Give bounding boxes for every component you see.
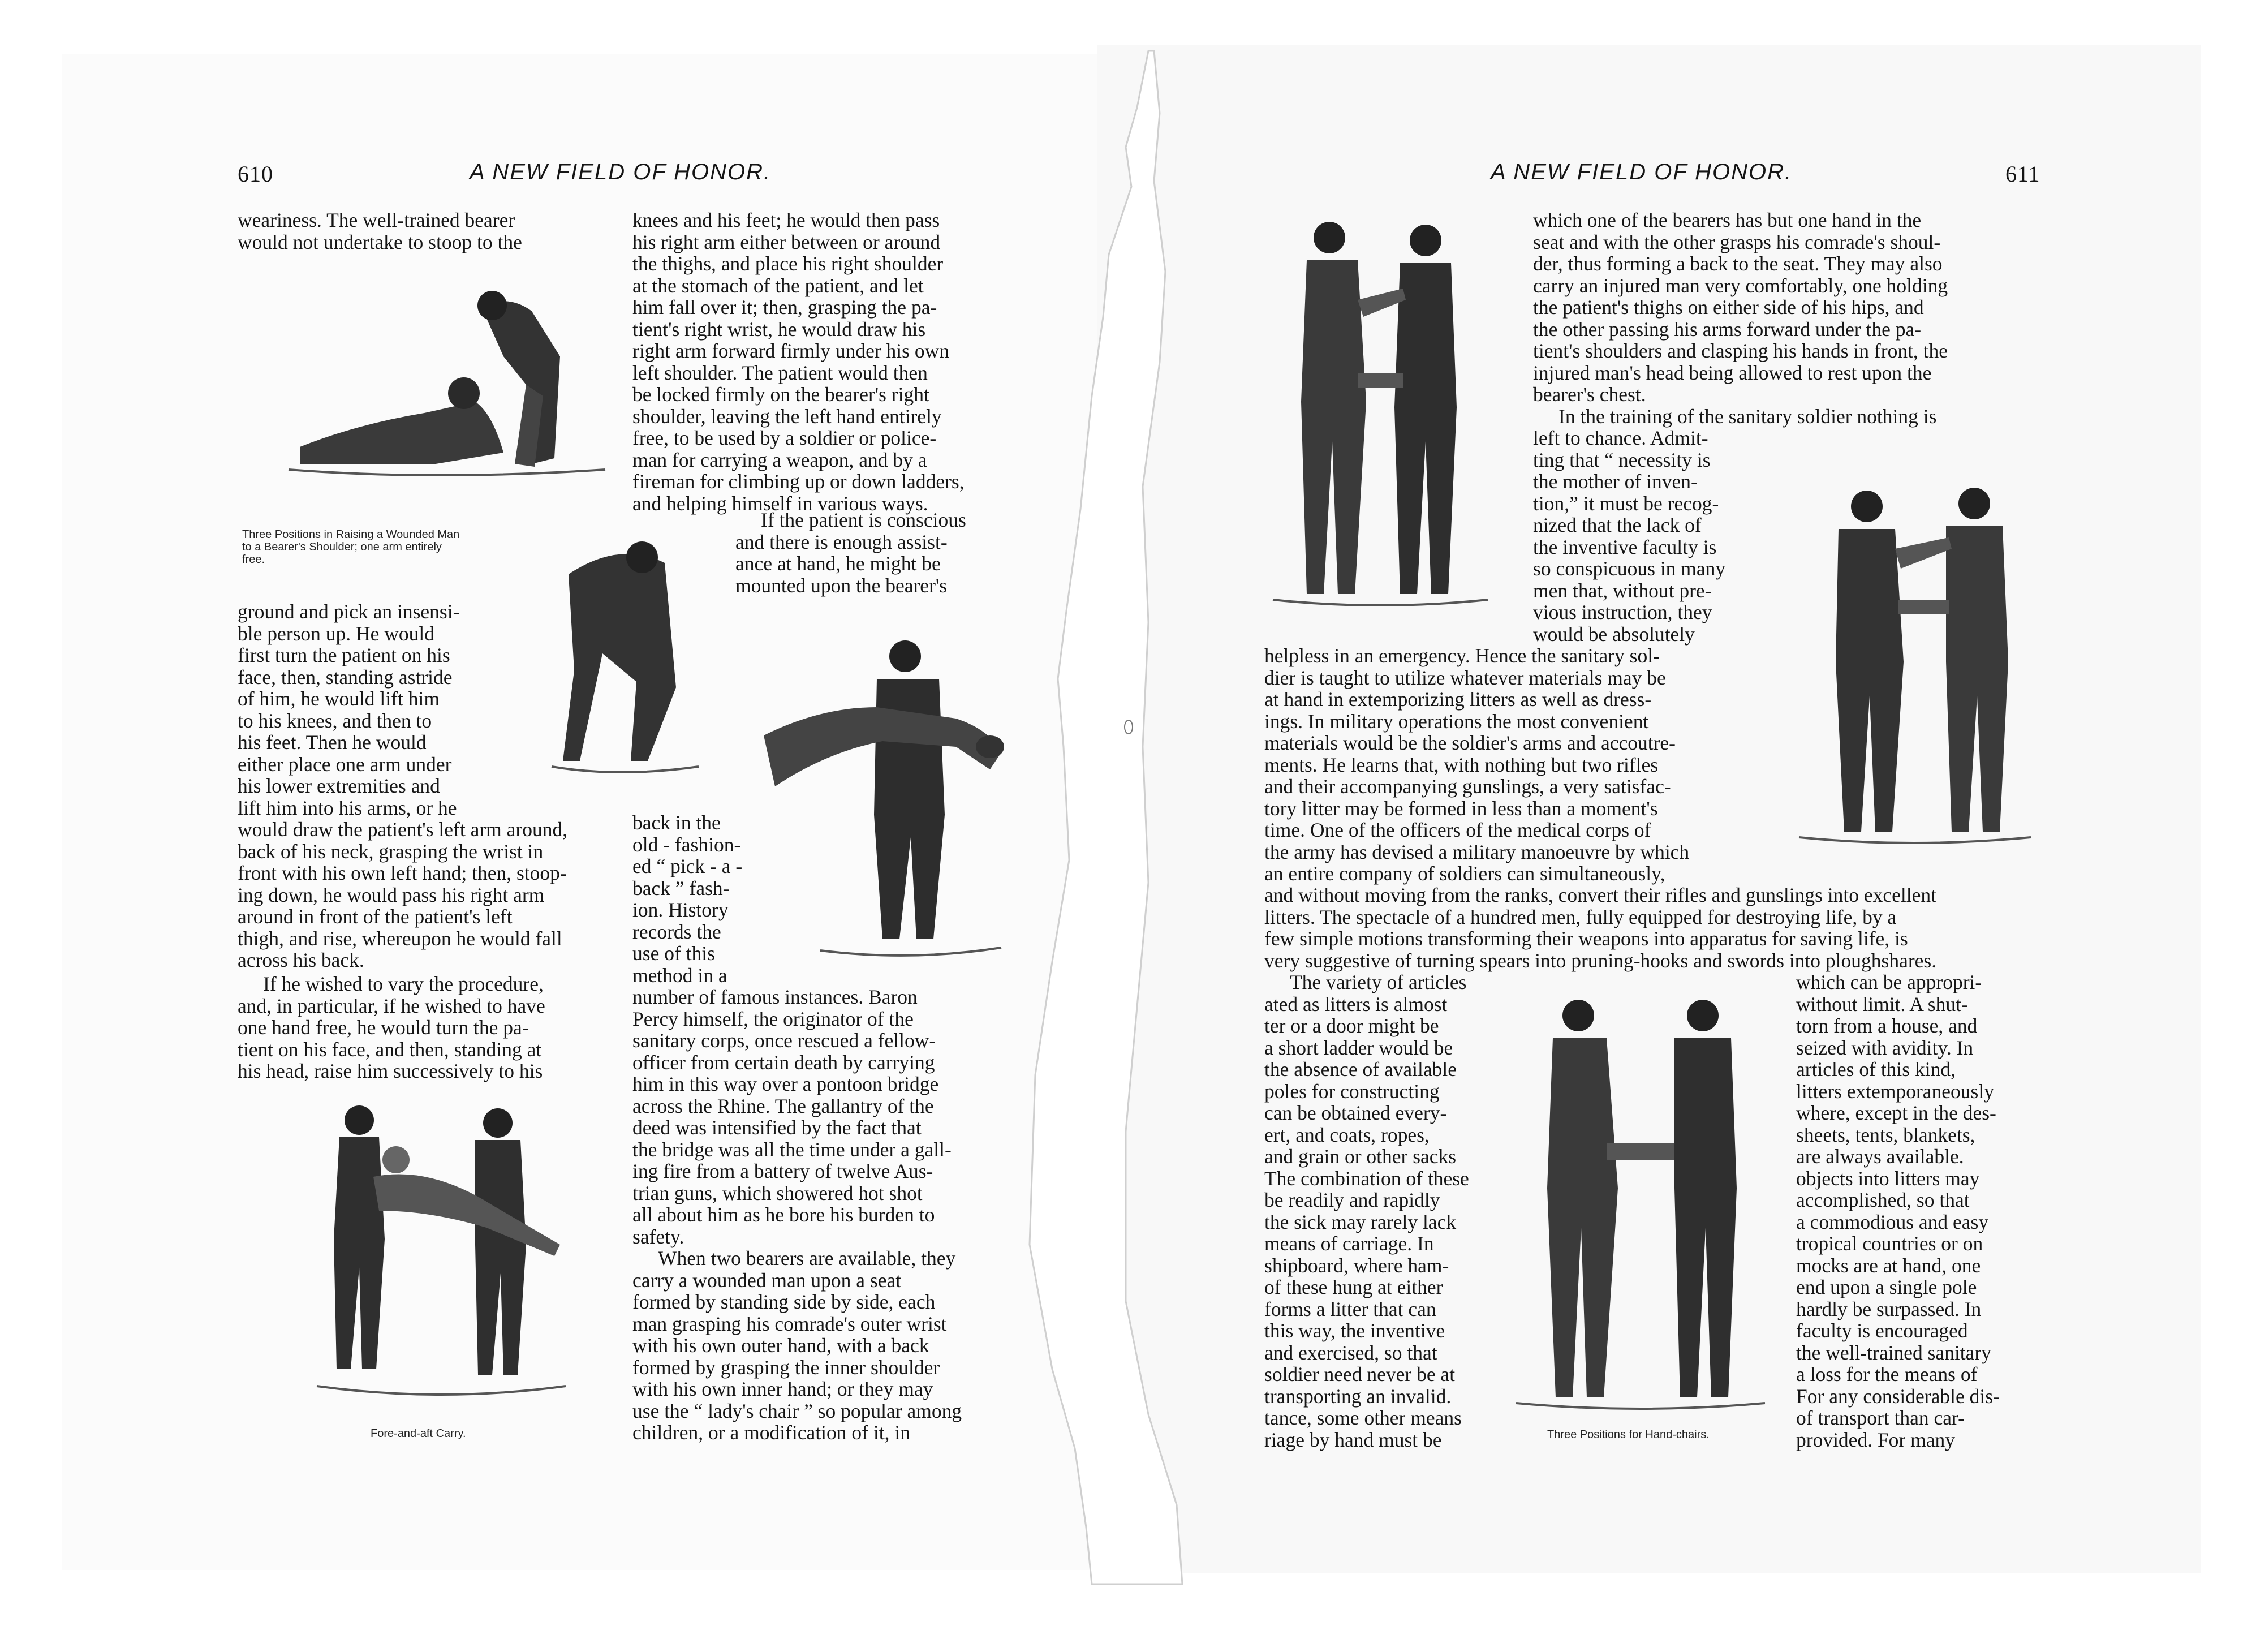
text-line: tient on his face, and then, standing at: [238, 1038, 542, 1061]
left-column-2-baron-percy: [632, 986, 1010, 1444]
text-line: him in this way over a pontoon bridge: [632, 1073, 939, 1095]
illustration-bearer-stooping: [535, 540, 704, 778]
text-line: safety.: [632, 1225, 684, 1248]
running-title-left: A NEW FIELD OF HONOR.: [470, 160, 772, 184]
text-line: carry an injured man very comfortably, one holding: [1533, 274, 1948, 297]
text-line: seat and with the other grasps his comrade's shoul-: [1533, 230, 1941, 253]
text-line: lift him into his arms, or he: [238, 796, 457, 819]
text-line: helpless in an emergency. Hence the sanitary sol-: [1264, 644, 1660, 667]
right-column-middle: [1264, 645, 1756, 885]
text-line: the absence of available: [1264, 1058, 1457, 1081]
text-line: carry a wounded man upon a seat: [632, 1268, 902, 1292]
text-line: thigh, and rise, whereupon he would fall: [238, 927, 562, 950]
text-line: his lower extremities and: [238, 775, 440, 797]
text-line: so conspicuous in many: [1533, 557, 1726, 580]
text-line: ting that “ necessity is: [1533, 448, 1711, 471]
text-line: fireman for climbing up or down ladders,: [632, 470, 965, 493]
text-line: the mother of inven-: [1533, 470, 1698, 493]
text-line: man for carrying a weapon, and by a: [632, 448, 927, 471]
text-line: poles for constructing: [1264, 1079, 1440, 1103]
text-line: tory litter may be formed in less than a moment's: [1264, 797, 1658, 820]
text-line: be readily and rapidly: [1264, 1189, 1440, 1211]
text-line: tion,” it must be recog-: [1533, 492, 1719, 515]
text-line: ert, and coats, ropes,: [1264, 1123, 1430, 1146]
text-line: this way, the inventive: [1264, 1319, 1445, 1342]
text-line: the bridge was all the time under a gall-: [632, 1138, 952, 1161]
text-line: formed by standing side by side, each: [632, 1290, 936, 1313]
text-line: bearer's chest.: [1533, 383, 1646, 406]
text-line: right arm forward firmly under his own: [632, 339, 949, 362]
text-line: the other passing his arms forward under the pa-: [1533, 317, 1922, 341]
text-line: The combination of these: [1264, 1167, 1469, 1190]
text-line: means of carriage. In: [1264, 1232, 1434, 1255]
text-line: sanitary corps, once rescued a fellow-: [632, 1029, 936, 1052]
left-column-2-pick-a-back: [632, 812, 763, 986]
text-line: sheets, tents, blankets,: [1796, 1123, 1975, 1146]
text-line: would be absolutely: [1533, 622, 1695, 646]
text-line: can be obtained every-: [1264, 1102, 1447, 1124]
text-line: the patient's thighs on either side of his hips, and: [1533, 296, 1924, 319]
text-line: formed by grasping the inner shoulder: [632, 1356, 940, 1379]
text-line: a short ladder would be: [1264, 1036, 1453, 1059]
text-line: records the: [632, 920, 721, 943]
text-line: free, to be used by a soldier or police-: [632, 427, 937, 449]
text-line: mocks are at hand, one: [1796, 1254, 1981, 1277]
left-column-middle: [238, 600, 568, 971]
text-line: ground and pick an insensi-: [238, 600, 460, 623]
caption-line: to a Bearer's Shoulder; one arm entirely: [242, 541, 442, 553]
text-line: For any considerable dis-: [1796, 1384, 2000, 1408]
text-line: across the Rhine. The gallantry of the: [632, 1094, 934, 1117]
text-line: deed was intensified by the fact that: [632, 1116, 922, 1139]
text-line: the sick may rarely lack: [1264, 1210, 1457, 1233]
text-line: back of his neck, grasping the wrist in: [238, 840, 544, 863]
text-line: litters. The spectacle of a hundred men, fully equipped for destroying life, by a: [1264, 905, 1897, 928]
text-line: riage by hand must be: [1264, 1428, 1442, 1451]
text-line: would not undertake to stoop to the: [238, 230, 522, 253]
text-line: old - fashion-: [632, 833, 741, 856]
illustration-fore-and-aft-carry: [305, 1098, 577, 1414]
left-column-2-top: [632, 209, 1010, 514]
text-line: tient's shoulders and clasping his hands in front, the: [1533, 339, 1948, 362]
text-line: When two bearers are available, they: [658, 1247, 956, 1270]
text-line: ing down, he would pass his right arm: [238, 883, 545, 906]
text-line: his head, raise him successively to his: [238, 1060, 543, 1082]
text-line: litters extemporaneously: [1796, 1079, 1994, 1103]
text-line: ing fire from a battery of twelve Aus-: [632, 1160, 933, 1182]
right-column-top: [1533, 209, 2039, 427]
text-line: of these hung at either: [1264, 1276, 1443, 1298]
text-line: very suggestive of turning spears into pruning-hooks and swords into ploughshares.: [1264, 949, 1937, 972]
left-column-2-conscious: [735, 509, 1010, 596]
text-line: front with his own left hand; then, stoop-: [238, 862, 567, 884]
text-line: and, in particular, if he wished to have: [238, 994, 545, 1017]
text-line: knees and his feet; he would then pass: [632, 209, 940, 231]
text-line: around in front of the patient's left: [238, 905, 513, 928]
text-line: tient's right wrist, he would draw his: [632, 317, 926, 341]
text-line: ed “ pick - a -: [632, 855, 743, 877]
text-line: few simple motions transforming their weapons into apparatus for saving life, is: [1264, 927, 1908, 950]
left-column-bottom: [238, 973, 615, 1082]
text-line: left to chance. Admit-: [1533, 427, 1708, 449]
text-line: and helping himself in various ways.: [632, 492, 928, 515]
text-line: accomplished, so that: [1796, 1189, 1970, 1211]
text-line: dier is taught to utilize whatever materials may be: [1264, 666, 1666, 689]
text-line: back in the: [632, 811, 721, 834]
text-line: shipboard, where ham-: [1264, 1254, 1449, 1277]
text-line: and there is enough assist-: [735, 530, 948, 553]
illustration-hand-chair-2: [1782, 475, 2042, 849]
text-line: with his own inner hand; or they may: [632, 1378, 933, 1400]
text-line: and without moving from the ranks, convert their rifles and gunslings into excellent: [1264, 884, 1937, 906]
text-line: soldier need never be at: [1264, 1363, 1456, 1386]
text-line: officer from certain death by carrying: [632, 1051, 935, 1074]
caption-hand-chairs: Three Positions for Hand-chairs.: [1547, 1429, 1710, 1441]
text-line: man grasping his comrade's outer wrist: [632, 1312, 947, 1335]
text-line: torn from a house, and: [1796, 1014, 1978, 1037]
illustration-hand-chair-1: [1262, 204, 1499, 611]
text-line: ion. History: [632, 898, 729, 921]
text-line: ance at hand, he might be: [735, 552, 941, 575]
page-number-left: 610: [238, 161, 273, 187]
text-line: children, or a modification of it, in: [632, 1421, 910, 1444]
right-column-4: [1796, 971, 2039, 1451]
text-line: without limit. A shut-: [1796, 992, 1968, 1016]
text-line: ments. He learns that, with nothing but two rifles: [1264, 753, 1659, 776]
text-line: The variety of articles: [1290, 971, 1467, 993]
text-line: time. One of the officers of the medical corps of: [1264, 819, 1651, 841]
caption-line: free.: [242, 553, 265, 566]
caption-line: Three Positions in Raising a Wounded Man: [242, 528, 460, 541]
text-line: articles of this kind,: [1796, 1058, 1956, 1081]
text-line: objects into litters may: [1796, 1167, 1980, 1190]
text-line: tropical countries or on: [1796, 1232, 1983, 1255]
right-column-variety: [1264, 971, 1496, 1451]
caption-fore-and-aft: Fore-and-aft Carry.: [371, 1427, 466, 1440]
text-line: provided. For many: [1796, 1428, 1956, 1451]
text-line: where, except in the des-: [1796, 1102, 1996, 1124]
illustration-hand-chair-3: [1505, 984, 1776, 1414]
text-line: a commodious and easy: [1796, 1210, 1989, 1233]
right-column-necessity: [1533, 427, 1756, 645]
text-line: face, then, standing astride: [238, 665, 453, 689]
text-line: be locked firmly on the bearer's right: [632, 383, 929, 406]
text-line: use the “ lady's chair ” so popular among: [632, 1399, 962, 1422]
text-line: and their accompanying gunslings, a very satisfac-: [1264, 775, 1671, 798]
text-line: weariness. The well-trained bearer: [238, 209, 515, 231]
text-line: of him, he would lift him: [238, 687, 440, 710]
text-line: across his back.: [238, 949, 364, 971]
text-line: which one of the bearers has but one hand in the: [1533, 209, 1922, 231]
illustration-pick-a-back: [752, 622, 1018, 962]
text-line: his feet. Then he would: [238, 731, 427, 754]
text-line: the well-trained sanitary: [1796, 1341, 1991, 1364]
text-line: In the training of the sanitary soldier nothing is: [1558, 405, 1937, 428]
text-line: injured man's head being allowed to rest upon the: [1533, 361, 1932, 384]
text-line: nized that the lack of: [1533, 514, 1702, 536]
text-line: and grain or other sacks: [1264, 1145, 1457, 1168]
text-line: trian guns, which showered hot shot: [632, 1181, 923, 1204]
text-line: left shoulder. The patient would then: [632, 361, 928, 384]
text-line: shoulder, leaving the left hand entirely: [632, 405, 942, 428]
text-line: der, thus forming a back to the seat. They may also: [1533, 252, 1943, 275]
text-line: materials would be the soldier's arms and accoutre-: [1264, 732, 1676, 754]
text-line: If he wished to vary the procedure,: [263, 973, 544, 995]
text-line: of transport than car-: [1796, 1406, 1965, 1429]
text-line: use of this: [632, 942, 715, 965]
caption-three-positions: [242, 528, 536, 566]
text-line: which can be appropri-: [1796, 971, 1982, 993]
running-title-right: A NEW FIELD OF HONOR.: [1491, 160, 1793, 184]
text-line: Percy himself, the originator of the: [632, 1007, 914, 1030]
text-line: method in a: [632, 963, 727, 987]
text-line: are always available.: [1796, 1145, 1964, 1168]
text-line: back ” fash-: [632, 876, 730, 900]
text-line: faculty is encouraged: [1796, 1319, 1968, 1342]
text-line: his right arm either between or around: [632, 230, 941, 253]
right-full-width: [1264, 884, 2039, 971]
text-line: forms a litter that can: [1264, 1297, 1436, 1320]
text-line: all about him as he bore his burden to: [632, 1203, 935, 1226]
text-line: first turn the patient on his: [238, 644, 450, 666]
page-number-right: 611: [2005, 161, 2040, 187]
text-line: ated as litters is almost: [1264, 992, 1448, 1016]
text-line: would draw the patient's left arm around,: [238, 818, 568, 841]
text-line: hardly be surpassed. In: [1796, 1297, 1982, 1320]
text-line: ter or a door might be: [1264, 1014, 1439, 1037]
text-line: at the stomach of the patient, and let: [632, 274, 924, 297]
text-line: tance, some other means: [1264, 1406, 1462, 1429]
text-line: transporting an invalid.: [1264, 1384, 1452, 1408]
text-line: to his knees, and then to: [238, 709, 432, 732]
text-line: ings. In military operations the most convenient: [1264, 709, 1649, 733]
left-column-top: [238, 209, 615, 253]
text-line: vious instruction, they: [1533, 601, 1712, 623]
text-line: him fall over it; then, grasping the pa-: [632, 296, 937, 319]
text-line: men that, without pre-: [1533, 579, 1712, 602]
text-line: end upon a single pole: [1796, 1276, 1977, 1298]
text-line: at hand in extemporizing litters as well as dress-: [1264, 688, 1652, 711]
text-line: seized with avidity. In: [1796, 1036, 1974, 1059]
text-line: the thighs, and place his right shoulder: [632, 252, 944, 275]
text-line: one hand free, he would turn the pa-: [238, 1016, 529, 1039]
text-line: an entire company of soldiers can simultaneously,: [1264, 862, 1665, 885]
text-line: a loss for the means of: [1796, 1363, 1978, 1386]
text-line: mounted upon the bearer's: [735, 574, 948, 597]
text-line: If the patient is conscious: [761, 509, 966, 531]
text-line: the inventive faculty is: [1533, 535, 1717, 558]
text-line: either place one arm under: [238, 752, 452, 776]
text-line: and exercised, so that: [1264, 1341, 1437, 1364]
text-line: ble person up. He would: [238, 622, 435, 645]
illustration-man-lifting-patient: [266, 272, 617, 492]
text-line: the army has devised a military manoeuvre by which: [1264, 840, 1690, 863]
text-line: with his own outer hand, with a back: [632, 1334, 929, 1357]
text-line: number of famous instances. Baron: [632, 986, 918, 1008]
